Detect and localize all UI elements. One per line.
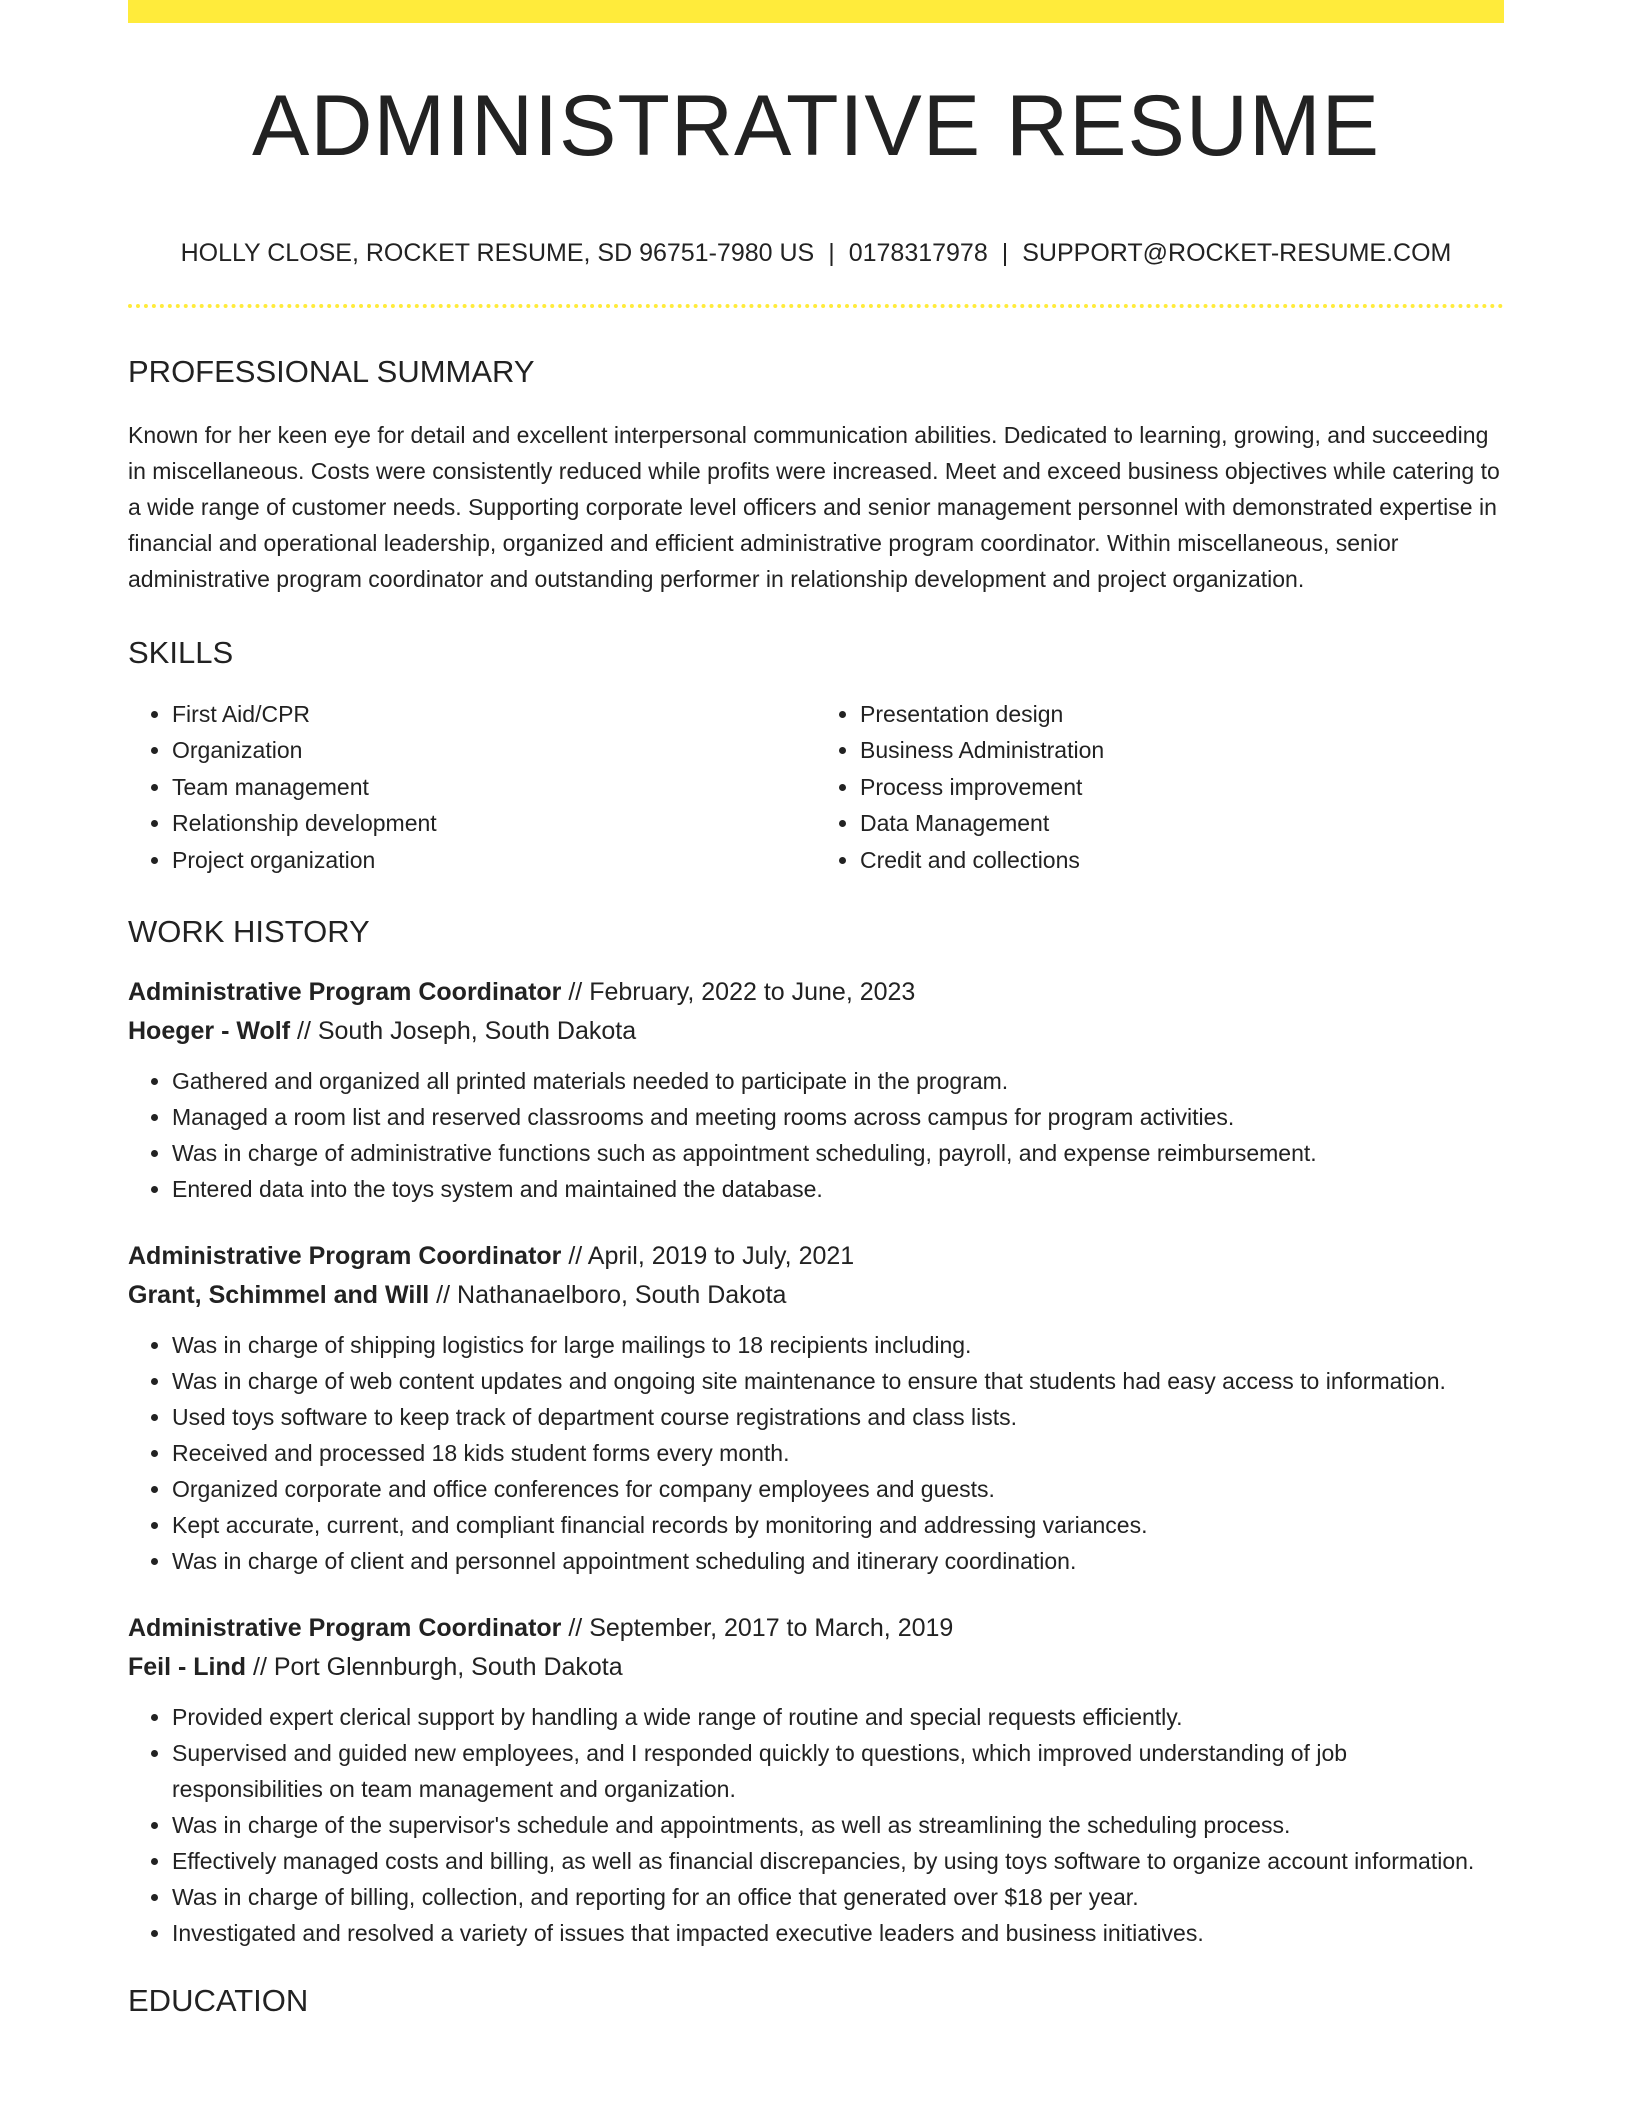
skills-column-right	[816, 696, 1504, 878]
contact-separator: |	[1001, 239, 1009, 267]
job-bullet: • Gathered and organized all printed materials needed to participate in the program.	[172, 1063, 1504, 1099]
skills-grid	[128, 696, 1504, 878]
skill-item: • Relationship development	[172, 805, 816, 841]
job-bullet: • Was in charge of administrative functions such as appointment scheduling, payroll, and expense reimbursement.	[172, 1135, 1504, 1171]
job-company-line	[128, 1648, 1504, 1687]
job-bullet: • Was in charge of web content updates and ongoing site maintenance to ensure that students had easy access to information.	[172, 1363, 1504, 1399]
job-bullet: • Was in charge of shipping logistics for large mailings to 18 recipients including.	[172, 1327, 1504, 1363]
work-history-heading: WORK HISTORY	[128, 914, 370, 950]
job-title: Administrative Program Coordinator	[128, 1614, 562, 1643]
job-bullet: • Provided expert clerical support by handling a wide range of routine and special requests efficiently.	[172, 1699, 1504, 1735]
skill-item: • Presentation design	[860, 696, 1504, 732]
job-dates: // February, 2022 to June, 2023	[561, 978, 916, 1007]
summary-text: Known for her keen eye for detail and excellent interpersonal communication abilities. Dedicated to learning, growing, and succeeding in miscellaneous. Costs were consistently reduced while profits were increased. Meet and exceed business objectives while catering to a wide range of customer needs. Supporting corporate level officers and senior management personnel with demonstrated expertise in financial and operational leadership, organized and efficient administrative program coordinator. Within miscellaneous, senior administrative program coordinator and outstanding performer in relationship development and project organization.	[128, 422, 1500, 592]
contact-email: SUPPORT@ROCKET-RESUME.COM	[1022, 239, 1452, 267]
job-title-line	[128, 1237, 1504, 1276]
contact-phone: 0178317978	[848, 239, 988, 267]
job-bullet: • Investigated and resolved a variety of issues that impacted executive leaders and business initiatives.	[172, 1915, 1504, 1951]
job-entry	[128, 973, 1504, 1207]
skill-item: • Project organization	[172, 842, 816, 878]
job-bullet: • Received and processed 18 kids student forms every month.	[172, 1435, 1504, 1471]
contact-separator: |	[828, 239, 835, 267]
skill-item: • First Aid/CPR	[172, 696, 816, 732]
job-title-line	[128, 973, 1504, 1012]
job-title: Administrative Program Coordinator	[128, 978, 562, 1007]
job-company: Hoeger - Wolf	[128, 1017, 291, 1046]
job-bullet: • Organized corporate and office conferences for company employees and guests.	[172, 1471, 1504, 1507]
dotted-divider	[128, 304, 1504, 308]
skill-item: • Business Administration	[860, 732, 1504, 768]
job-bullet: • Was in charge of client and personnel appointment scheduling and itinerary coordination.	[172, 1543, 1504, 1579]
job-bullet: • Supervised and guided new employees, and I responded quickly to questions, which improved understanding of job responsibilities on team management and organization.	[172, 1735, 1504, 1807]
resume-title: ADMINISTRATIVE RESUME	[252, 78, 1380, 174]
skill-item: • Organization	[172, 732, 816, 768]
job-title: Administrative Program Coordinator	[128, 1242, 562, 1271]
job-bullet: • Managed a room list and reserved classrooms and meeting rooms across campus for program activities.	[172, 1099, 1504, 1135]
skill-item: • Credit and collections	[860, 842, 1504, 878]
job-company-line	[128, 1012, 1504, 1051]
summary-heading: PROFESSIONAL SUMMARY	[128, 354, 535, 389]
job-location: // South Joseph, South Dakota	[290, 1017, 637, 1046]
skill-item: • Team management	[172, 769, 816, 805]
job-bullets	[128, 1327, 1504, 1579]
job-bullet: • Entered data into the toys system and maintained the database.	[172, 1171, 1504, 1207]
job-company: Feil - Lind	[128, 1653, 247, 1682]
job-bullet: • Effectively managed costs and billing, as well as financial discrepancies, by using toys software to organize account information.	[172, 1843, 1504, 1879]
job-bullet: • Used toys software to keep track of department course registrations and class lists.	[172, 1399, 1504, 1435]
job-location: // Nathanaelboro, South Dakota	[429, 1281, 787, 1310]
job-dates: // September, 2017 to March, 2019	[561, 1614, 954, 1643]
job-bullet: • Kept accurate, current, and compliant financial records by monitoring and addressing variances.	[172, 1507, 1504, 1543]
job-location: // Port Glennburgh, South Dakota	[246, 1653, 623, 1682]
job-company-line	[128, 1276, 1504, 1315]
resume-page	[128, 0, 1504, 2019]
skills-column-left	[128, 696, 816, 878]
job-bullet: • Was in charge of the supervisor's schedule and appointments, as well as streamlining the scheduling process.	[172, 1807, 1504, 1843]
job-dates: // April, 2019 to July, 2021	[561, 1242, 855, 1271]
contact-line	[128, 241, 1504, 266]
job-bullets	[128, 1699, 1504, 1951]
skill-item: • Data Management	[860, 805, 1504, 841]
skill-item: • Process improvement	[860, 769, 1504, 805]
job-bullet: • Was in charge of billing, collection, and reporting for an office that generated over $18 per year.	[172, 1879, 1504, 1915]
job-company: Grant, Schimmel and Will	[128, 1281, 430, 1310]
education-heading: EDUCATION	[128, 1983, 309, 2019]
accent-top-bar	[128, 0, 1504, 23]
skills-heading: SKILLS	[128, 635, 234, 670]
job-bullets	[128, 1063, 1504, 1207]
contact-address: HOLLY CLOSE, ROCKET RESUME, SD 96751-7980 US	[180, 239, 815, 267]
job-title-line	[128, 1609, 1504, 1648]
job-entry	[128, 1609, 1504, 1951]
job-entry	[128, 1237, 1504, 1579]
